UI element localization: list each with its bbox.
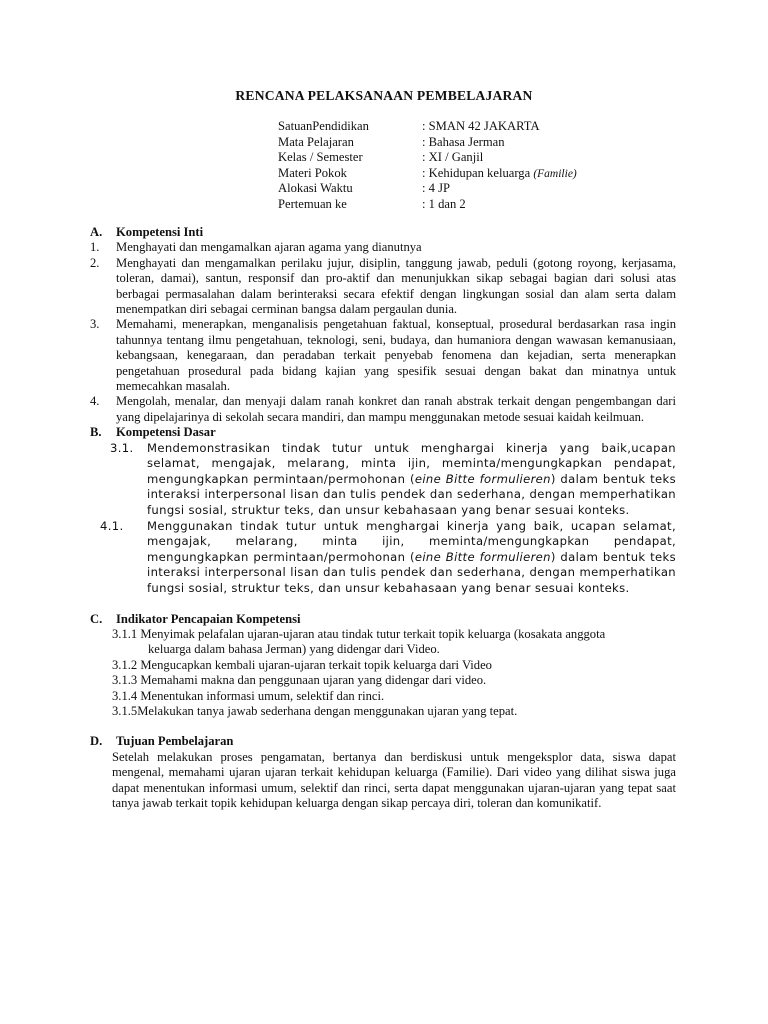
list-text: Memahami, menerapkan, menganalisis pengetahuan faktual, konseptual, prosedural berdasarkan rasa ingin tahunnya tentang ilmu pengetahuan, teknologi, seni, budaya, dan humaniora dengan wawasan kemanusiaan, kebangsaan, kenegaraan, dan peradaban terkait penyebab fenomena dan kejadian, serta menerapkan pengetahuan prosedural pada bidang kajian yang spesifik sesuai dengan bakat dan minatnya untuk memecahkan masalah. [116, 317, 676, 394]
document-body [90, 225, 676, 812]
indicator-text: 3.1.5Melakukan tanya jawab sederhana dengan menggunakan ujaran yang tepat. [112, 704, 518, 719]
indicator-item [90, 689, 676, 704]
indicator-text: 3.1.1 Menyimak pelafalan ujaran-ujaran atau tindak tutur terkait topik keluarga (kosakata anggota [112, 627, 606, 642]
list-text: Menghayati dan mengamalkan ajaran agama yang dianutnya [116, 240, 422, 255]
meta-value-text: : Kehidupan keluarga [422, 165, 534, 180]
tujuan-paragraph: Setelah melakukan proses pengamatan, bertanya dan berdiskusi untuk mengeksplor data, siswa dapat mengenal, memahami ujaran ujaran terkait kehidupan keluarga (Familie). Dari video yang dilihat siswa juga dapat menentukan informasi umum, selektif dan rinci, serta dapat menggunakan ujaran-ujaran yang tepat saat tanya jawab terkait topik kehidupan keluarga dengan sikap percaya diri, toleran dan komunikatif. [112, 749, 676, 811]
list-number: 2. [90, 255, 100, 270]
kd-italic: eine Bitte formulieren [414, 471, 551, 486]
list-text: Mengolah, menalar, dan menyaji dalam ranah konkret dan ranah abstrak terkait dengan pengembangan dari yang dipelajarinya di sekolah secara mandiri, dan mampu menggunakan metode sesuai kaidah keilmuan. [116, 394, 676, 424]
indicator-text: 3.1.3 Memahami makna dan penggunaan ujaran yang didengar dari video. [112, 673, 487, 688]
section-title: Kompetensi Inti [116, 225, 204, 239]
kd-number: 3.1. [110, 440, 134, 455]
kd-text-post: ) dalam bentuk teks interaksi interpersonal lisan dan tulis pendek dan sederhana, dengan memperhatikan fungsi sosial, struktur teks, dan unsur kebahasaan yang benar sesuai konteks. [147, 471, 676, 518]
list-number: 4. [90, 394, 100, 409]
list-item [90, 256, 676, 318]
meta-value-italic: (Familie) [533, 167, 577, 180]
section-heading-kompetensi-inti [90, 225, 676, 240]
meta-value: : 4 JP [422, 181, 450, 196]
list-item [90, 240, 676, 255]
meta-label: Mata Pelajaran [278, 134, 354, 149]
section-heading-tujuan [90, 734, 676, 749]
indicator-text-cont: keluarga dalam bahasa Jerman) yang didengar dari Video. [148, 642, 440, 657]
kd-number: 4.1. [100, 518, 124, 533]
section-letter: C. [90, 611, 103, 626]
meta-label: Kelas / Semester [278, 150, 363, 165]
list-item [90, 394, 676, 425]
meta-label: Alokasi Waktu [278, 181, 353, 196]
meta-label: Materi Pokok [278, 165, 347, 180]
indicator-item [90, 627, 676, 658]
meta-value: : 1 dan 2 [422, 196, 466, 211]
section-title: Indikator Pencapaian Kompetensi [116, 611, 301, 626]
indicator-item [90, 704, 676, 719]
indicator-item [90, 658, 676, 673]
kd-text: Menggunakan tindak tutur untuk menghargai kinerja yang baik, ucapan selamat, mengajak, melarang, minta ijin, meminta/mengungkapkan pendapat, mengungkapkan permintaan/permohonan ( [147, 518, 676, 564]
section-letter: D. [90, 734, 103, 749]
meta-value: : Bahasa Jerman [422, 134, 505, 149]
meta-value [422, 166, 577, 182]
document-title: RENCANA PELAKSANAAN PEMBELAJARAN [235, 88, 533, 103]
section-heading-indikator [90, 612, 676, 627]
list-text: Menghayati dan mengamalkan perilaku jujur, disiplin, tanggung jawab, peduli (gotong royong, kerjasama, toleran, damai), santun, responsif dan pro-aktif dan menunjukkan sikap sebagai bagian dari solusi atas berbagai permasalahan dalam berinteraksi secara efektif dengan lingkungan sosial dan alam serta dalam menempatkan diri sebagai cerminan bangsa dalam pergaulan dunia. [116, 255, 676, 317]
kd-italic: eine Bitte formulieren [414, 549, 551, 564]
list-number: 3. [90, 317, 100, 332]
kd-item [90, 441, 676, 519]
section-letter: A. [90, 225, 103, 239]
meta-value: : XI / Ganjil [422, 150, 484, 165]
list-number: 1. [90, 240, 100, 255]
section-letter: B. [90, 425, 102, 440]
meta-label: Pertemuan ke [278, 196, 347, 211]
meta-label: SatuanPendidikan [278, 119, 369, 133]
indicator-text: 3.1.4 Menentukan informasi umum, selektif dan rinci. [112, 688, 385, 703]
section-title: Tujuan Pembelajaran [116, 734, 234, 749]
kd-item [90, 519, 676, 597]
meta-value: : SMAN 42 JAKARTA [422, 119, 540, 133]
indicator-text: 3.1.2 Mengucapkan kembali ujaran-ujaran terkait topik keluarga dari Video [112, 657, 492, 672]
section-heading-kompetensi-dasar [90, 425, 676, 440]
section-title: Kompetensi Dasar [116, 425, 216, 440]
kd-text: Mendemonstrasikan tindak tutur untuk menghargai kinerja yang baik,ucapan selamat, mengajak, melarang, minta ijin, meminta/mengungkapkan pendapat, mengungkapkan permintaan/permohonan ( [147, 440, 676, 486]
kd-text-post: ) dalam bentuk teks interaksi interpersonal lisan dan tulis pendek dan sederhana, dengan memperhatikan fungsi sosial, struktur teks, dan unsur kebahasaan yang benar sesuai konteks. [147, 549, 676, 596]
list-item [90, 317, 676, 394]
indicator-item [90, 673, 676, 688]
